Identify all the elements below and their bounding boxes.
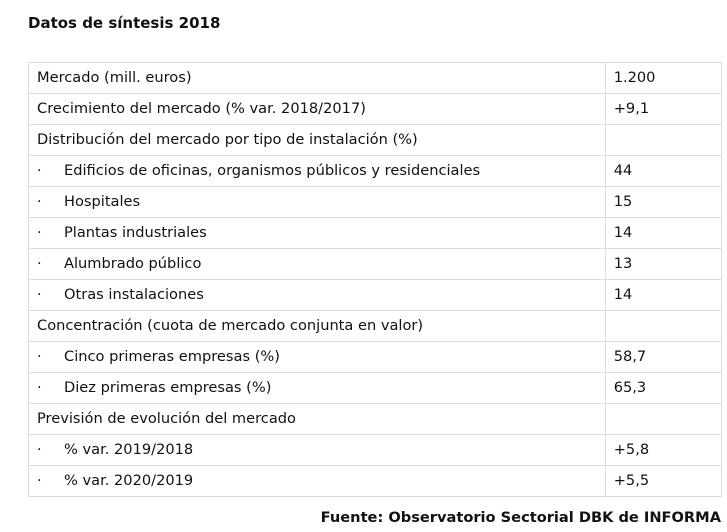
row-value: +5,5 xyxy=(605,466,721,497)
table-row xyxy=(29,435,722,466)
row-label-cell xyxy=(29,435,606,466)
summary-table xyxy=(28,62,722,497)
row-value: 14 xyxy=(605,218,721,249)
row-label: Hospitales xyxy=(64,193,141,210)
bullet-icon: · xyxy=(37,193,42,210)
table-row xyxy=(29,125,722,156)
table-row xyxy=(29,342,722,373)
row-label: Cinco primeras empresas (%) xyxy=(64,348,280,365)
source-note: Fuente: Observatorio Sectorial DBK de INFORMA xyxy=(320,509,721,526)
row-value: 15 xyxy=(605,187,721,218)
row-label-cell xyxy=(29,187,606,218)
table-row xyxy=(29,156,722,187)
bullet-icon: · xyxy=(37,162,42,179)
row-label-cell xyxy=(29,280,606,311)
row-label: Crecimiento del mercado (% var. 2018/2017) xyxy=(37,100,366,117)
row-value: 65,3 xyxy=(605,373,721,404)
row-label-cell xyxy=(29,218,606,249)
table-row xyxy=(29,63,722,94)
row-label-cell xyxy=(29,311,606,342)
row-label: Plantas industriales xyxy=(64,224,207,241)
bullet-icon: · xyxy=(37,255,42,272)
row-label: Diez primeras empresas (%) xyxy=(64,379,272,396)
row-value: 58,7 xyxy=(605,342,721,373)
bullet-icon: · xyxy=(37,379,42,396)
row-label-cell xyxy=(29,156,606,187)
row-label-cell xyxy=(29,342,606,373)
row-label: Otras instalaciones xyxy=(64,286,204,303)
row-label-cell xyxy=(29,466,606,497)
row-label: Concentración (cuota de mercado conjunta en valor) xyxy=(37,317,424,334)
row-label-cell xyxy=(29,63,606,94)
row-label-cell xyxy=(29,249,606,280)
row-label: Distribución del mercado por tipo de instalación (%) xyxy=(37,131,418,148)
row-label-cell xyxy=(29,125,606,156)
row-label: Previsión de evolución del mercado xyxy=(37,410,296,427)
row-label: Mercado (mill. euros) xyxy=(37,69,192,86)
row-value: 1.200 xyxy=(605,63,721,94)
row-label: Edificios de oficinas, organismos públicos y residenciales xyxy=(64,162,481,179)
bullet-icon: · xyxy=(37,348,42,365)
table-row xyxy=(29,404,722,435)
row-value xyxy=(605,125,721,156)
bullet-icon: · xyxy=(37,286,42,303)
row-value: 14 xyxy=(605,280,721,311)
row-label: % var. 2019/2018 xyxy=(64,441,194,458)
row-value xyxy=(605,311,721,342)
table-body xyxy=(29,63,722,497)
row-value: 44 xyxy=(605,156,721,187)
bullet-icon: · xyxy=(37,472,42,489)
table-row xyxy=(29,311,722,342)
row-label-cell xyxy=(29,404,606,435)
table-row xyxy=(29,94,722,125)
bullet-icon: · xyxy=(37,441,42,458)
table-row xyxy=(29,280,722,311)
row-label: Alumbrado público xyxy=(64,255,202,272)
row-value: +9,1 xyxy=(605,94,721,125)
row-label: % var. 2020/2019 xyxy=(64,472,194,489)
table-row xyxy=(29,249,722,280)
bullet-icon: · xyxy=(37,224,42,241)
row-value xyxy=(605,404,721,435)
page-title: Datos de síntesis 2018 xyxy=(28,14,221,32)
table-row xyxy=(29,218,722,249)
table-row xyxy=(29,373,722,404)
table-row xyxy=(29,466,722,497)
row-label-cell xyxy=(29,373,606,404)
row-value: +5,8 xyxy=(605,435,721,466)
row-label-cell xyxy=(29,94,606,125)
row-value: 13 xyxy=(605,249,721,280)
table-row xyxy=(29,187,722,218)
